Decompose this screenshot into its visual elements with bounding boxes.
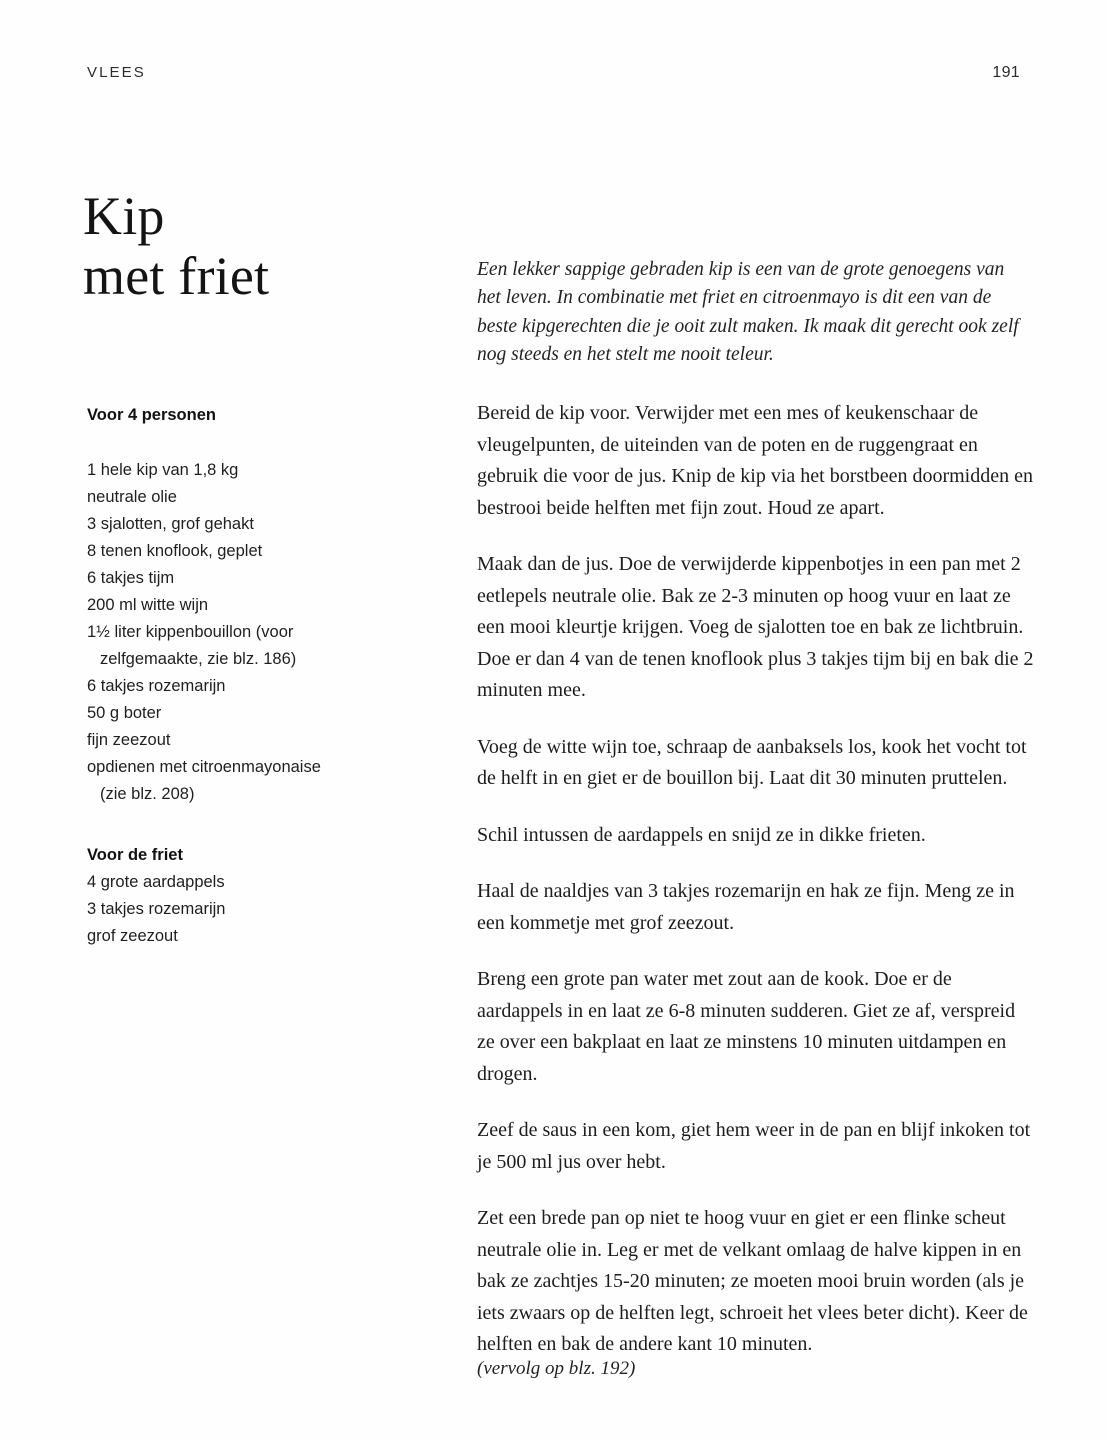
method-paragraph: Breng een grote pan water met zout aan de kook. Doe er de aardappels in en laat ze 6-8 minuten sudderen. Giet ze af, verspreid ze over een bakplaat en laat ze minstens 10 minuten uitdampen en drogen. xyxy=(477,968,1016,1085)
ingredient-item xyxy=(87,511,417,538)
ingredient-item xyxy=(87,457,417,484)
spacer xyxy=(87,429,417,457)
method-paragraph: Haal de naaldjes van 3 takjes rozemarijn en hak ze fijn. Meng ze in een kommetje met grof zeezout. xyxy=(477,880,1015,934)
ingredient-list-fries xyxy=(87,869,417,950)
servings-heading: Voor 4 personen xyxy=(87,406,216,424)
recipe-title xyxy=(83,186,463,306)
method-paragraph: Schil intussen de aardappels en snijd ze in dikke frieten. xyxy=(477,823,926,846)
ingredient-text: opdienen met citroenmayonaise xyxy=(87,758,321,776)
ingredient-text: 8 tenen knoflook, geplet xyxy=(87,542,263,560)
method-paragraph: Zeef de saus in een kom, giet hem weer in de pan en blijf inkoken tot je 500 ml jus over hebt. xyxy=(477,1119,1031,1173)
ingredient-text: 50 g boter xyxy=(87,704,162,722)
ingredient-text: 1½ liter kippenbouillon (voor xyxy=(87,623,294,641)
ingredient-list-main xyxy=(87,457,417,808)
ingredient-text: fijn zeezout xyxy=(87,731,171,749)
spacer xyxy=(87,808,417,842)
ingredient-item xyxy=(87,619,417,673)
running-head xyxy=(87,64,1020,86)
ingredient-item xyxy=(87,754,417,808)
ingredient-item xyxy=(87,727,417,754)
ingredient-item xyxy=(87,700,417,727)
recipe-title-line-2: met friet xyxy=(83,246,270,307)
ingredient-item xyxy=(87,484,417,511)
ingredient-text: 6 takjes tijm xyxy=(87,569,175,587)
fries-heading: Voor de friet xyxy=(87,846,183,864)
method-paragraph: Maak dan de jus. Doe de verwijderde kippenbotjes in een pan met 2 eetlepels neutrale olie. Bak ze 2-3 minuten op hoog vuur en laat ze een mooi kleurtje krijgen. Voeg de sjalotten toe en bak ze lichtbruin. Doe er dan 4 van de tenen knoflook plus 3 takjes tijm bij en bak die 2 minuten mee. xyxy=(477,553,1034,701)
ingredient-item xyxy=(87,896,417,923)
ingredient-continuation: zelfgemaakte, zie blz. 186) xyxy=(100,650,297,668)
method-paragraph: Voeg de witte wijn toe, schraap de aanbaksels los, kook het vocht tot de helft in en giet er de bouillon bij. Laat dit 30 minuten pruttelen. xyxy=(477,735,1027,789)
ingredient-text: neutrale olie xyxy=(87,488,177,506)
ingredient-item xyxy=(87,869,417,896)
ingredient-text: 1 hele kip van 1,8 kg xyxy=(87,461,239,479)
ingredient-text: 200 ml witte wijn xyxy=(87,596,209,614)
ingredient-item xyxy=(87,923,417,950)
ingredient-text: 4 grote aardappels xyxy=(87,873,225,891)
recipe-intro: Een lekker sappige gebraden kip is een van de grote genoegens van het leven. In combinatie met friet en citroenmayo is dit een van de beste kipgerechten die je ooit zult maken. Ik maak dit gerecht ook zelf nog steeds en het stelt me nooit teleur. xyxy=(477,258,1019,366)
ingredient-text: 3 takjes rozemarijn xyxy=(87,900,226,918)
ingredients-column xyxy=(87,402,417,950)
ingredient-item xyxy=(87,673,417,700)
method-paragraph: Zet een brede pan op niet te hoog vuur en giet er een flinke scheut neutrale olie in. Leg er met de velkant omlaag de halve kippen in en bak ze zachtjes 15-20 minuten; ze moeten mooi bruin worden (als je iets zwaars op de helften legt, schroeit het vlees beter dicht). Keer de helften en bak de andere kant 10 minuten. xyxy=(477,1207,1028,1355)
ingredient-item xyxy=(87,538,417,565)
ingredient-text: 6 takjes rozemarijn xyxy=(87,677,226,695)
chapter-label: VLEES xyxy=(87,64,146,81)
ingredient-item xyxy=(87,565,417,592)
ingredient-text: 3 sjalotten, grof gehakt xyxy=(87,515,254,533)
ingredient-continuation: (zie blz. 208) xyxy=(100,785,195,803)
method-paragraph: Bereid de kip voor. Verwijder met een mes of keukenschaar de vleugelpunten, de uiteinden van de poten en de ruggengraat en gebruik die voor de jus. Knip de kip via het borstbeen doormidden en bestrooi beide helften met fijn zout. Houd ze apart. xyxy=(477,402,1033,519)
method-column xyxy=(477,398,1037,1361)
continuation-note: (vervolg op blz. 192) xyxy=(477,1358,636,1379)
ingredient-text: grof zeezout xyxy=(87,927,178,945)
ingredient-item xyxy=(87,592,417,619)
page-number: 191 xyxy=(992,64,1020,81)
recipe-title-line-1: Kip xyxy=(83,186,165,247)
